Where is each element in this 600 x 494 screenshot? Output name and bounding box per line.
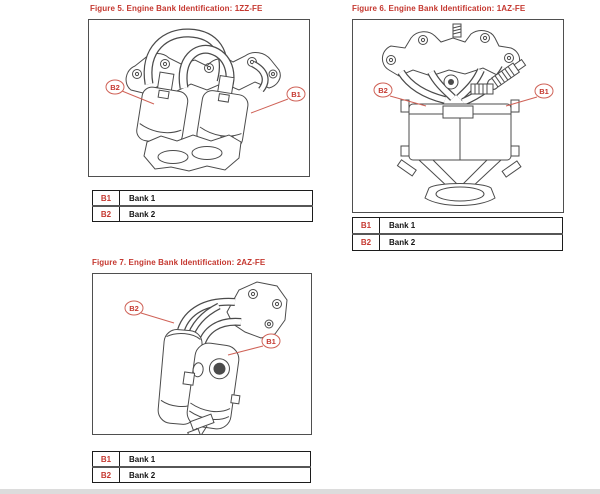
legend-row: [93, 467, 311, 483]
legend-row: [93, 452, 311, 468]
callout-label: B1: [266, 337, 276, 346]
engine-drawing-1zzfe: [89, 20, 309, 176]
bank-legend-table: [352, 217, 563, 251]
figure-5-title: Figure 5. Engine Bank Identification: 1ZZ-FE: [90, 4, 263, 13]
legend-key-cell: B2: [353, 234, 380, 251]
figure-5-block: [88, 4, 314, 222]
legend-key-cell: B1: [93, 452, 120, 468]
legend-value-cell: Bank 2: [380, 234, 563, 251]
manifold-flange: [382, 31, 519, 76]
figure-6-drawing-box: [352, 19, 564, 213]
legend-key-cell: B1: [353, 218, 380, 235]
legend-key-cell: B1: [93, 191, 120, 207]
callout-label: B1: [539, 87, 549, 96]
legend-key-cell: B2: [93, 467, 120, 483]
legend-row: [93, 191, 313, 207]
legend-value-cell: Bank 1: [380, 218, 563, 235]
outlet-flange: [144, 135, 241, 171]
manifold-flange: [227, 282, 287, 338]
callout-label: B2: [110, 83, 120, 92]
outlet-cone: [397, 160, 520, 206]
figure-7-drawing-box: [92, 273, 312, 435]
callout-b1: [251, 87, 305, 113]
oxygen-sensor: [444, 75, 458, 89]
legend-row: [353, 234, 563, 251]
legend-value-cell: Bank 1: [120, 191, 313, 207]
figure-7-title: Figure 7. Engine Bank Identification: 2AZ-FE: [92, 258, 266, 267]
leader-line: [251, 99, 288, 113]
legend-value-cell: Bank 2: [120, 467, 311, 483]
converter-body: [401, 100, 519, 160]
figure-6-block: [350, 4, 566, 251]
engine-drawing-1azfe: [353, 20, 563, 212]
top-stud: [453, 24, 461, 37]
leader-line: [141, 313, 174, 323]
bank-legend-table: [92, 190, 313, 222]
legend-value-cell: Bank 2: [120, 206, 313, 222]
callout-b2: [125, 301, 174, 323]
figure-7-block: [90, 258, 314, 483]
legend-key-cell: B2: [93, 206, 120, 222]
engine-drawing-2azfe: [93, 274, 311, 434]
callout-label: B2: [129, 304, 139, 313]
legend-row: [353, 218, 563, 235]
callout-label: B2: [378, 86, 388, 95]
legend-row: [93, 206, 313, 222]
bank-legend-table: [92, 451, 311, 483]
figure-5-drawing-box: [88, 19, 310, 177]
figure-6-title: Figure 6. Engine Bank Identification: 1AZ-FE: [352, 4, 526, 13]
callout-label: B1: [291, 90, 301, 99]
page-bottom-divider: [0, 489, 600, 494]
legend-value-cell: Bank 1: [120, 452, 311, 468]
